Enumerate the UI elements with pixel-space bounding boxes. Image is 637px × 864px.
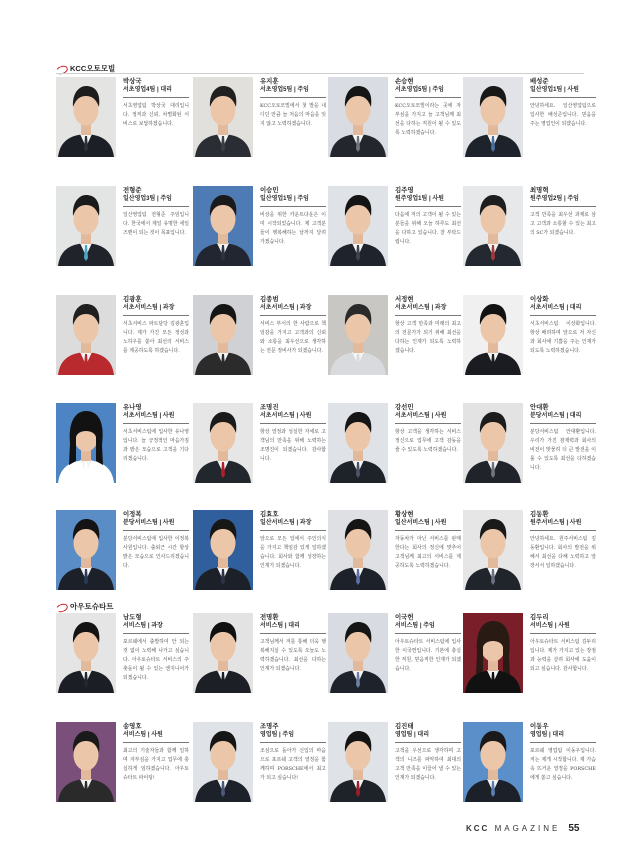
profile-info xyxy=(123,77,189,129)
profile-card xyxy=(463,722,595,818)
person-department: 서초서비스팀 | 과장 xyxy=(260,305,312,311)
person-department: 서초서비스팀 | 사원 xyxy=(123,413,175,419)
person-department: 분당서비스팀 | 대리 xyxy=(530,413,582,419)
person-department: 분당서비스팀 | 사원 xyxy=(123,520,175,526)
portrait-image xyxy=(463,613,523,693)
person-name: 안대환 xyxy=(530,404,549,411)
profile-card xyxy=(193,613,325,709)
portrait-image xyxy=(463,510,523,590)
person-bio: 아우토슈타트 서비스팀 김두리입니다. 제가 가지고 있는 장점과 능력을 살려 회사에 도움이 되고 싶습니다. 감사합니다. xyxy=(530,639,596,673)
person-name: 유지훈 xyxy=(260,78,279,85)
person-department: 서초서비스팀 | 대리 xyxy=(530,305,582,311)
info-divider xyxy=(530,206,596,207)
person-department: 서초서비스팀 | 사원 xyxy=(395,413,447,419)
portrait-image xyxy=(56,295,116,375)
person-name: 전형준 xyxy=(123,187,142,194)
profile-info xyxy=(395,186,461,247)
portrait-photo xyxy=(328,722,388,802)
portrait-image xyxy=(463,403,523,483)
portrait-photo xyxy=(193,722,253,802)
person-name: 황상현 xyxy=(395,511,414,518)
portrait-photo xyxy=(56,613,116,693)
profile-info xyxy=(395,403,461,455)
section-title-text: 아우토슈타트 xyxy=(70,602,114,611)
profile-card xyxy=(56,77,188,173)
person-bio: 항상 열정과 성실한 자세로 고객님의 만족을 위해 노력하는 조명진이 되겠습니다. 감사합니다. xyxy=(260,429,326,463)
person-bio: KCC오토모빌에서 첫 발을 내디딘 만큼 늘 처음의 마음을 잊지 않고 노력하겠습니다. xyxy=(260,103,326,128)
person-department: 일산서비스팀 | 사원 xyxy=(395,520,447,526)
portrait-image xyxy=(463,77,523,157)
person-department: 원주영업1팀 | 사원 xyxy=(395,196,444,202)
profile-card xyxy=(463,186,595,282)
profile-card xyxy=(328,403,460,499)
profile-card xyxy=(328,186,460,282)
person-bio: 최고의 기술자들과 함께 일하며 자부심을 가지고 업무에 충실하게 임하겠습니다. 아우토슈타트 파이팅! xyxy=(123,748,189,782)
person-name: 서정현 xyxy=(395,296,414,303)
portrait-image xyxy=(193,295,253,375)
page-footer xyxy=(466,823,579,834)
portrait-image xyxy=(56,403,116,483)
portrait-image xyxy=(193,613,253,693)
profile-info xyxy=(530,295,596,356)
info-divider xyxy=(260,315,326,316)
person-department: 서초영업5팀 | 주임 xyxy=(260,87,309,93)
portrait-photo xyxy=(328,77,388,157)
info-divider xyxy=(260,97,326,98)
person-bio: 분당서비스팀 안대환입니다. 우리가 가진 잠재력과 회사의 비전이 맞물려 더 큰 발전을 이룰 수 있도록 최선을 다하겠습니다. xyxy=(530,429,596,472)
person-bio: 조심으로 돌아가 신입의 마음으로 포르쉐 고객의 열정을 함께하며 PORSCHE에서 최고가 되고 싶습니다! xyxy=(260,748,326,782)
portrait-photo xyxy=(193,295,253,375)
info-divider xyxy=(395,206,461,207)
profile-info xyxy=(260,295,326,356)
person-department: 영업팀 | 대리 xyxy=(395,732,429,738)
person-bio: KCC오토모빌이라는 곳에 자부심을 가지고 늘 고객님께 최선을 다하는 직원이 될 수 있도록 노력하겠습니다. xyxy=(395,103,461,137)
portrait-photo xyxy=(328,613,388,693)
person-name: 남도형 xyxy=(123,614,142,621)
person-name: 김동환 xyxy=(530,511,549,518)
profile-info xyxy=(395,510,461,571)
portrait-photo xyxy=(193,403,253,483)
person-name: 조명진 xyxy=(260,404,279,411)
info-divider xyxy=(123,742,189,743)
portrait-image xyxy=(56,77,116,157)
info-divider xyxy=(530,530,596,531)
person-name: 김주영 xyxy=(395,187,414,194)
person-bio: 서초서비스팀에 입사한 유나영입니다. 늘 긍정적인 마음가짐과 밝은 모습으로 고객을 기다리겠습니다. xyxy=(123,429,189,463)
info-divider xyxy=(395,97,461,98)
portrait-photo xyxy=(328,510,388,590)
person-bio: 서비스 부서의 한 사람으로 책임감을 가지고 고객과의 신뢰와 소통을 최우선으로 생각하는 전문 정비사가 되겠습니다. xyxy=(260,321,326,355)
profile-card xyxy=(328,77,460,173)
person-name: 이국헌 xyxy=(395,614,414,621)
profile-info xyxy=(530,613,596,674)
profile-card xyxy=(463,403,595,499)
info-divider xyxy=(260,530,326,531)
person-department: 서초서비스팀 | 과장 xyxy=(395,305,447,311)
portrait-image xyxy=(193,722,253,802)
person-name: 최명혁 xyxy=(530,187,549,194)
person-name: 조명주 xyxy=(260,723,279,730)
portrait-image xyxy=(328,613,388,693)
person-department: 일산영업1팀 | 주임 xyxy=(260,196,309,202)
portrait-photo xyxy=(328,295,388,375)
profile-card xyxy=(328,510,460,606)
person-bio: 항상 고객 만족과 미래의 최고의 전문가가 되기 위해 최선을 다하는 인재가 되도록 노력하겠습니다. xyxy=(395,321,461,355)
info-divider xyxy=(395,633,461,634)
info-divider xyxy=(123,423,189,424)
person-department: 서비스팀 | 과장 xyxy=(123,623,163,629)
person-name: 전명환 xyxy=(260,614,279,621)
person-name: 김광훈 xyxy=(123,296,142,303)
portrait-image xyxy=(193,186,253,266)
portrait-photo xyxy=(193,613,253,693)
person-name: 이정복 xyxy=(123,511,142,518)
info-divider xyxy=(530,315,596,316)
portrait-photo xyxy=(328,186,388,266)
profile-card xyxy=(193,295,325,391)
info-divider xyxy=(123,206,189,207)
info-divider xyxy=(395,423,461,424)
profile-info xyxy=(530,186,596,238)
section-divider xyxy=(56,73,584,74)
person-name: 김효호 xyxy=(260,511,279,518)
portrait-image xyxy=(193,77,253,157)
profile-card xyxy=(193,186,325,282)
portrait-photo xyxy=(463,295,523,375)
portrait-image xyxy=(463,295,523,375)
info-divider xyxy=(260,742,326,743)
person-bio: 서초영업팀 박상국 대리입니다. 정직과 신뢰, 차별화된 서비스로 보답하겠습니다. xyxy=(123,103,189,128)
kcc-logo-icon xyxy=(56,65,66,73)
profile-info xyxy=(395,613,461,674)
profile-info xyxy=(123,186,189,238)
profile-card xyxy=(56,510,188,606)
person-bio: 포르쉐 영업팀 이동우입니다. 저는 제게 시작합니다. 제 가슴 속 뜨거운 열정을 PORSCHE에게 쏟고 싶습니다. xyxy=(530,748,596,782)
person-bio: 아우토슈타트 서비스팀에 입사한 이국헌입니다. 기본에 충실한 직원, 믿음직한 인재가 되겠습니다. xyxy=(395,639,461,673)
profile-card xyxy=(463,77,595,173)
portrait-photo xyxy=(193,186,253,266)
profile-card xyxy=(56,613,188,709)
portrait-photo xyxy=(56,295,116,375)
section-title-text: KCC오토모빌 xyxy=(70,64,116,73)
info-divider xyxy=(260,206,326,207)
person-bio: 항상 고객을 생각하는 서비스 정신으로 업무에 고객 감동을 줄 수 있도록 노력하겠습니다. xyxy=(395,429,461,454)
person-bio: 안녕하세요. 일산영업팀으로 입사한 배성준입니다. 믿음을 주는 영업인이 되겠습니다. xyxy=(530,103,596,128)
profile-card xyxy=(193,403,325,499)
profile-info xyxy=(530,403,596,473)
profile-card xyxy=(193,722,325,818)
person-bio: 고객을 우선으로 생각하며 고객의 니즈를 파악하여 최대의 고객 만족을 이끌어 낼 수 있는 인재가 되겠습니다. xyxy=(395,748,461,782)
person-department: 서초서비스팀 | 사원 xyxy=(260,413,312,419)
person-bio: 서초서비스 파트담당 김광훈입니다. 제가 가진 모든 정성과 노하우를 쏟아 최선의 서비스를 제공하도록 하겠습니다. xyxy=(123,321,189,355)
profile-info xyxy=(123,403,189,464)
profile-card xyxy=(56,403,188,499)
portrait-image xyxy=(328,186,388,266)
magazine-name: KCC MAGAZINE xyxy=(466,824,561,833)
profile-info xyxy=(260,403,326,464)
person-name: 손승현 xyxy=(395,78,414,85)
person-bio: 일산영업팀 전형준 주임입니다. 한국에서 제일 유명한 세일즈맨이 되는 것이 목표입니다. xyxy=(123,212,189,237)
profile-card xyxy=(193,77,325,173)
info-divider xyxy=(530,97,596,98)
person-department: 영업팀 | 주임 xyxy=(260,732,294,738)
portrait-photo xyxy=(56,722,116,802)
portrait-image xyxy=(328,295,388,375)
portrait-image xyxy=(328,77,388,157)
profile-info xyxy=(123,613,189,683)
person-name: 이상화 xyxy=(530,296,549,303)
person-bio: 앞으로 모든 일에서 주인의식을 가지고 책임감 있게 일하겠습니다. 회사와 함께 성장하는 인재가 되겠습니다. xyxy=(260,536,326,570)
portrait-photo xyxy=(56,403,116,483)
info-divider xyxy=(395,315,461,316)
info-divider xyxy=(530,633,596,634)
info-divider xyxy=(260,423,326,424)
portrait-photo xyxy=(56,510,116,590)
person-department: 서비스팀 | 사원 xyxy=(123,732,163,738)
profile-card xyxy=(56,186,188,282)
person-department: 서비스팀 | 주임 xyxy=(395,623,435,629)
profile-info xyxy=(530,722,596,783)
person-department: 영업팀 | 대리 xyxy=(530,732,564,738)
profile-card xyxy=(328,722,460,818)
info-divider xyxy=(530,423,596,424)
person-bio: 포르쉐에서 출발하여 안 되는 것 없이 노력해 나가고 싶습니다. 아우토슈타트 서비스의 주춧돌이 될 수 있는 엔지니어가 되겠습니다. xyxy=(123,639,189,682)
info-divider xyxy=(123,97,189,98)
person-department: 원주영업2팀 | 주임 xyxy=(530,196,579,202)
info-divider xyxy=(395,530,461,531)
person-bio: 안녕하세요. 원주서비스팀 김동환입니다. 회사의 발전을 위해서 최선을 다해 노력하고 앞장서서 일하겠습니다. xyxy=(530,536,596,570)
profile-card xyxy=(56,295,188,391)
info-divider xyxy=(395,742,461,743)
person-department: 원주서비스팀 | 사원 xyxy=(530,520,582,526)
info-divider xyxy=(123,633,189,634)
person-department: 일산영업1팀 | 사원 xyxy=(530,87,579,93)
info-divider xyxy=(123,530,189,531)
portrait-photo xyxy=(193,77,253,157)
person-name: 유나영 xyxy=(123,404,142,411)
portrait-image xyxy=(56,613,116,693)
profile-card xyxy=(56,722,188,818)
person-name: 송영호 xyxy=(123,723,142,730)
profile-info xyxy=(260,186,326,247)
person-name: 배성준 xyxy=(530,78,549,85)
profile-card xyxy=(463,613,595,709)
portrait-photo xyxy=(463,403,523,483)
info-divider xyxy=(530,742,596,743)
profile-info xyxy=(123,722,189,783)
portrait-photo xyxy=(463,510,523,590)
portrait-image xyxy=(56,510,116,590)
profile-info xyxy=(260,510,326,571)
person-bio: 다음에 저의 고객이 될 수 있는 분들을 위해 오늘 하루도 최선을 다하고 있습니다. 잘 부탁드립니다. xyxy=(395,212,461,246)
person-department: 서초서비스팀 | 과장 xyxy=(123,305,175,311)
profile-info xyxy=(530,77,596,129)
info-divider xyxy=(260,633,326,634)
person-bio: 분당서비스팀에 입사한 이정복 사원입니다. 출퇴근 시간 항상 밝은 모습으로 인사드리겠습니다. xyxy=(123,536,189,570)
profile-info xyxy=(395,295,461,356)
person-bio: 고객 만족을 최우선 과제로 삼고 고객과 소통할 수 있는 최고의 SC가 되겠습니다. xyxy=(530,212,596,237)
person-bio: 자동차가 아닌 서비스를 판매한다는 회사의 정신에 맞추어 고객님께 최고의 서비스를 제공하도록 노력하겠습니다. xyxy=(395,536,461,570)
person-name: 박상국 xyxy=(123,78,142,85)
portrait-photo xyxy=(328,403,388,483)
person-bio: 서초서비스팀 이상화입니다. 항상 배려하며 앞으로 저 자신과 회사에 기쁨을 주는 인재가 되도록 노력하겠습니다. xyxy=(530,321,596,355)
portrait-photo xyxy=(463,722,523,802)
portrait-image xyxy=(56,186,116,266)
person-name: 이승민 xyxy=(260,187,279,194)
profile-info xyxy=(395,722,461,783)
portrait-image xyxy=(463,722,523,802)
portrait-photo xyxy=(56,77,116,157)
person-department: 일산영업3팀 | 주임 xyxy=(123,196,172,202)
page-number: 55 xyxy=(568,823,580,834)
portrait-image xyxy=(463,186,523,266)
portrait-image xyxy=(56,722,116,802)
person-bio: 고객님께서 저를 통해 더욱 행복해지실 수 있도록 오늘도 노력하겠습니다. 최선을 다하는 인재가 되겠습니다. xyxy=(260,639,326,673)
profile-card xyxy=(328,613,460,709)
profile-info xyxy=(530,510,596,571)
person-name: 김진태 xyxy=(395,723,414,730)
portrait-image xyxy=(193,403,253,483)
person-department: 서비스팀 | 대리 xyxy=(260,623,300,629)
profile-card xyxy=(328,295,460,391)
person-department: 서비스팀 | 사원 xyxy=(530,623,570,629)
profile-card xyxy=(463,510,595,606)
profile-card xyxy=(193,510,325,606)
portrait-image xyxy=(328,403,388,483)
person-department: 서초영업5팀 | 주임 xyxy=(395,87,444,93)
profile-info xyxy=(395,77,461,138)
profile-info xyxy=(123,295,189,356)
portrait-photo xyxy=(463,77,523,157)
person-name: 김두리 xyxy=(530,614,549,621)
profile-info xyxy=(260,77,326,129)
profile-card xyxy=(463,295,595,391)
portrait-photo xyxy=(463,186,523,266)
portrait-photo xyxy=(463,613,523,693)
portrait-photo xyxy=(193,510,253,590)
profile-info xyxy=(260,722,326,783)
profile-info xyxy=(123,510,189,571)
person-department: 서초영업4팀 | 대리 xyxy=(123,87,172,93)
person-name: 강선민 xyxy=(395,404,414,411)
portrait-image xyxy=(193,510,253,590)
portrait-photo xyxy=(56,186,116,266)
person-name: 김종범 xyxy=(260,296,279,303)
person-department: 일산서비스팀 | 과장 xyxy=(260,520,312,526)
portrait-image xyxy=(328,722,388,802)
person-bio: 비상을 위한 카운트다운은 이미 시작되었습니다. 제 고객분들이 행복해하는 날까지 달려가겠습니다. xyxy=(260,212,326,246)
portrait-image xyxy=(328,510,388,590)
info-divider xyxy=(123,315,189,316)
profile-info xyxy=(260,613,326,674)
person-name: 이동우 xyxy=(530,723,549,730)
